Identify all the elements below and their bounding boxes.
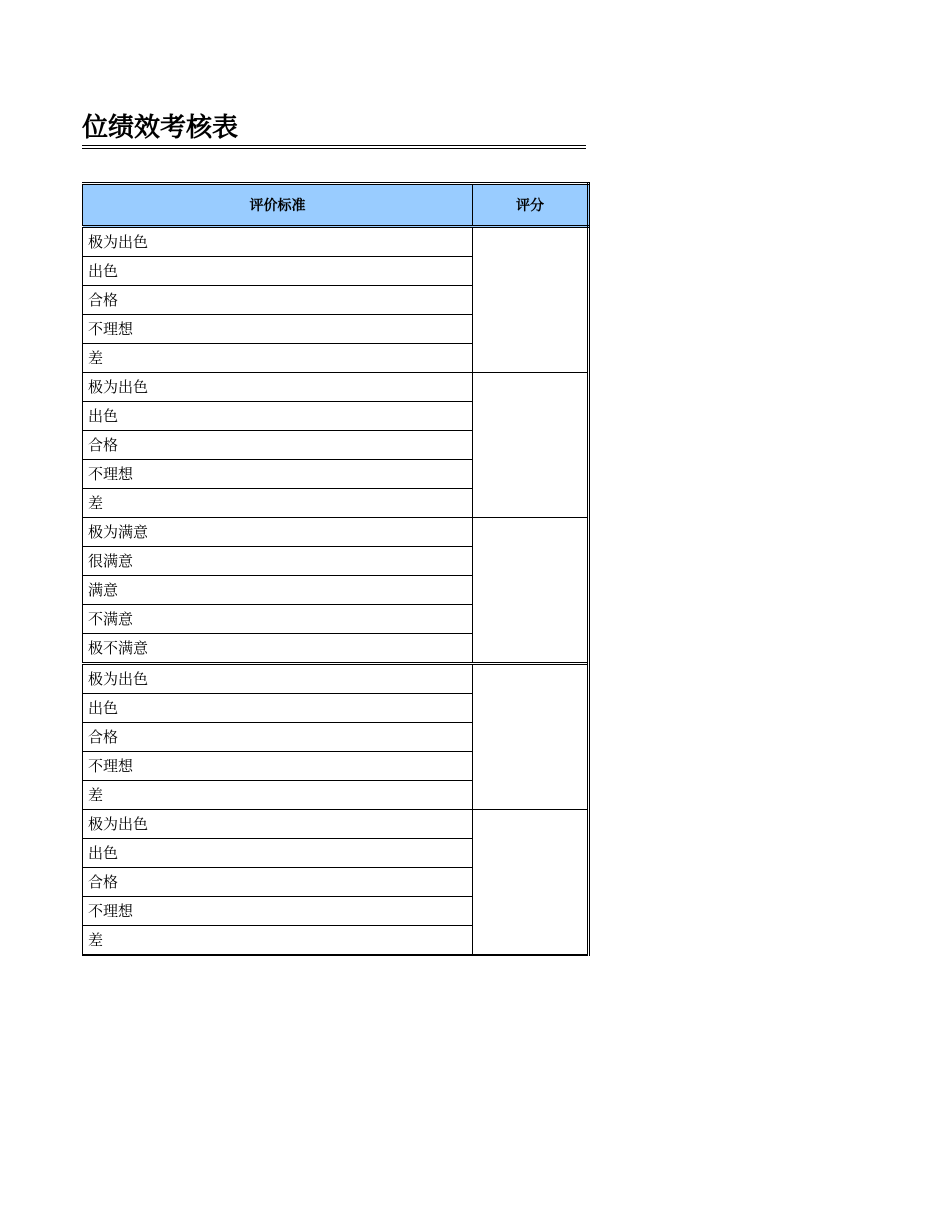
page-title: 位绩效考核表 bbox=[82, 113, 239, 143]
criteria-cell: 差 bbox=[83, 781, 473, 810]
score-cell[interactable] bbox=[473, 518, 589, 664]
table-row bbox=[83, 227, 589, 257]
criteria-cell: 合格 bbox=[83, 868, 473, 897]
criteria-cell: 出色 bbox=[83, 402, 473, 431]
table-body bbox=[83, 227, 589, 956]
table-row bbox=[83, 518, 589, 547]
criteria-cell: 差 bbox=[83, 489, 473, 518]
criteria-cell: 差 bbox=[83, 926, 473, 956]
criteria-cell: 合格 bbox=[83, 286, 473, 315]
criteria-cell: 不理想 bbox=[83, 460, 473, 489]
criteria-cell: 极为满意 bbox=[83, 518, 473, 547]
criteria-cell: 出色 bbox=[83, 694, 473, 723]
criteria-cell: 极为出色 bbox=[83, 373, 473, 402]
criteria-cell: 出色 bbox=[83, 257, 473, 286]
criteria-cell: 很满意 bbox=[83, 547, 473, 576]
criteria-cell: 极为出色 bbox=[83, 810, 473, 839]
table-row bbox=[83, 810, 589, 839]
title-underline bbox=[82, 145, 586, 149]
criteria-cell: 不满意 bbox=[83, 605, 473, 634]
criteria-cell: 出色 bbox=[83, 839, 473, 868]
evaluation-table bbox=[82, 182, 590, 956]
score-cell[interactable] bbox=[473, 227, 589, 373]
criteria-cell: 差 bbox=[83, 344, 473, 373]
score-cell[interactable] bbox=[473, 664, 589, 810]
score-column-header: 评分 bbox=[473, 184, 589, 227]
criteria-cell: 合格 bbox=[83, 723, 473, 752]
criteria-cell: 极为出色 bbox=[83, 227, 473, 257]
criteria-cell: 满意 bbox=[83, 576, 473, 605]
criteria-cell: 合格 bbox=[83, 431, 473, 460]
criteria-column-header: 评价标准 bbox=[83, 184, 473, 227]
criteria-cell: 不理想 bbox=[83, 315, 473, 344]
criteria-cell: 不理想 bbox=[83, 752, 473, 781]
criteria-cell: 不理想 bbox=[83, 897, 473, 926]
table-header-row bbox=[83, 184, 589, 227]
score-cell[interactable] bbox=[473, 810, 589, 956]
table-row bbox=[83, 664, 589, 694]
criteria-cell: 极为出色 bbox=[83, 664, 473, 694]
score-cell[interactable] bbox=[473, 373, 589, 518]
criteria-cell: 极不满意 bbox=[83, 634, 473, 664]
evaluation-sheet bbox=[82, 182, 588, 961]
table-row bbox=[83, 373, 589, 402]
